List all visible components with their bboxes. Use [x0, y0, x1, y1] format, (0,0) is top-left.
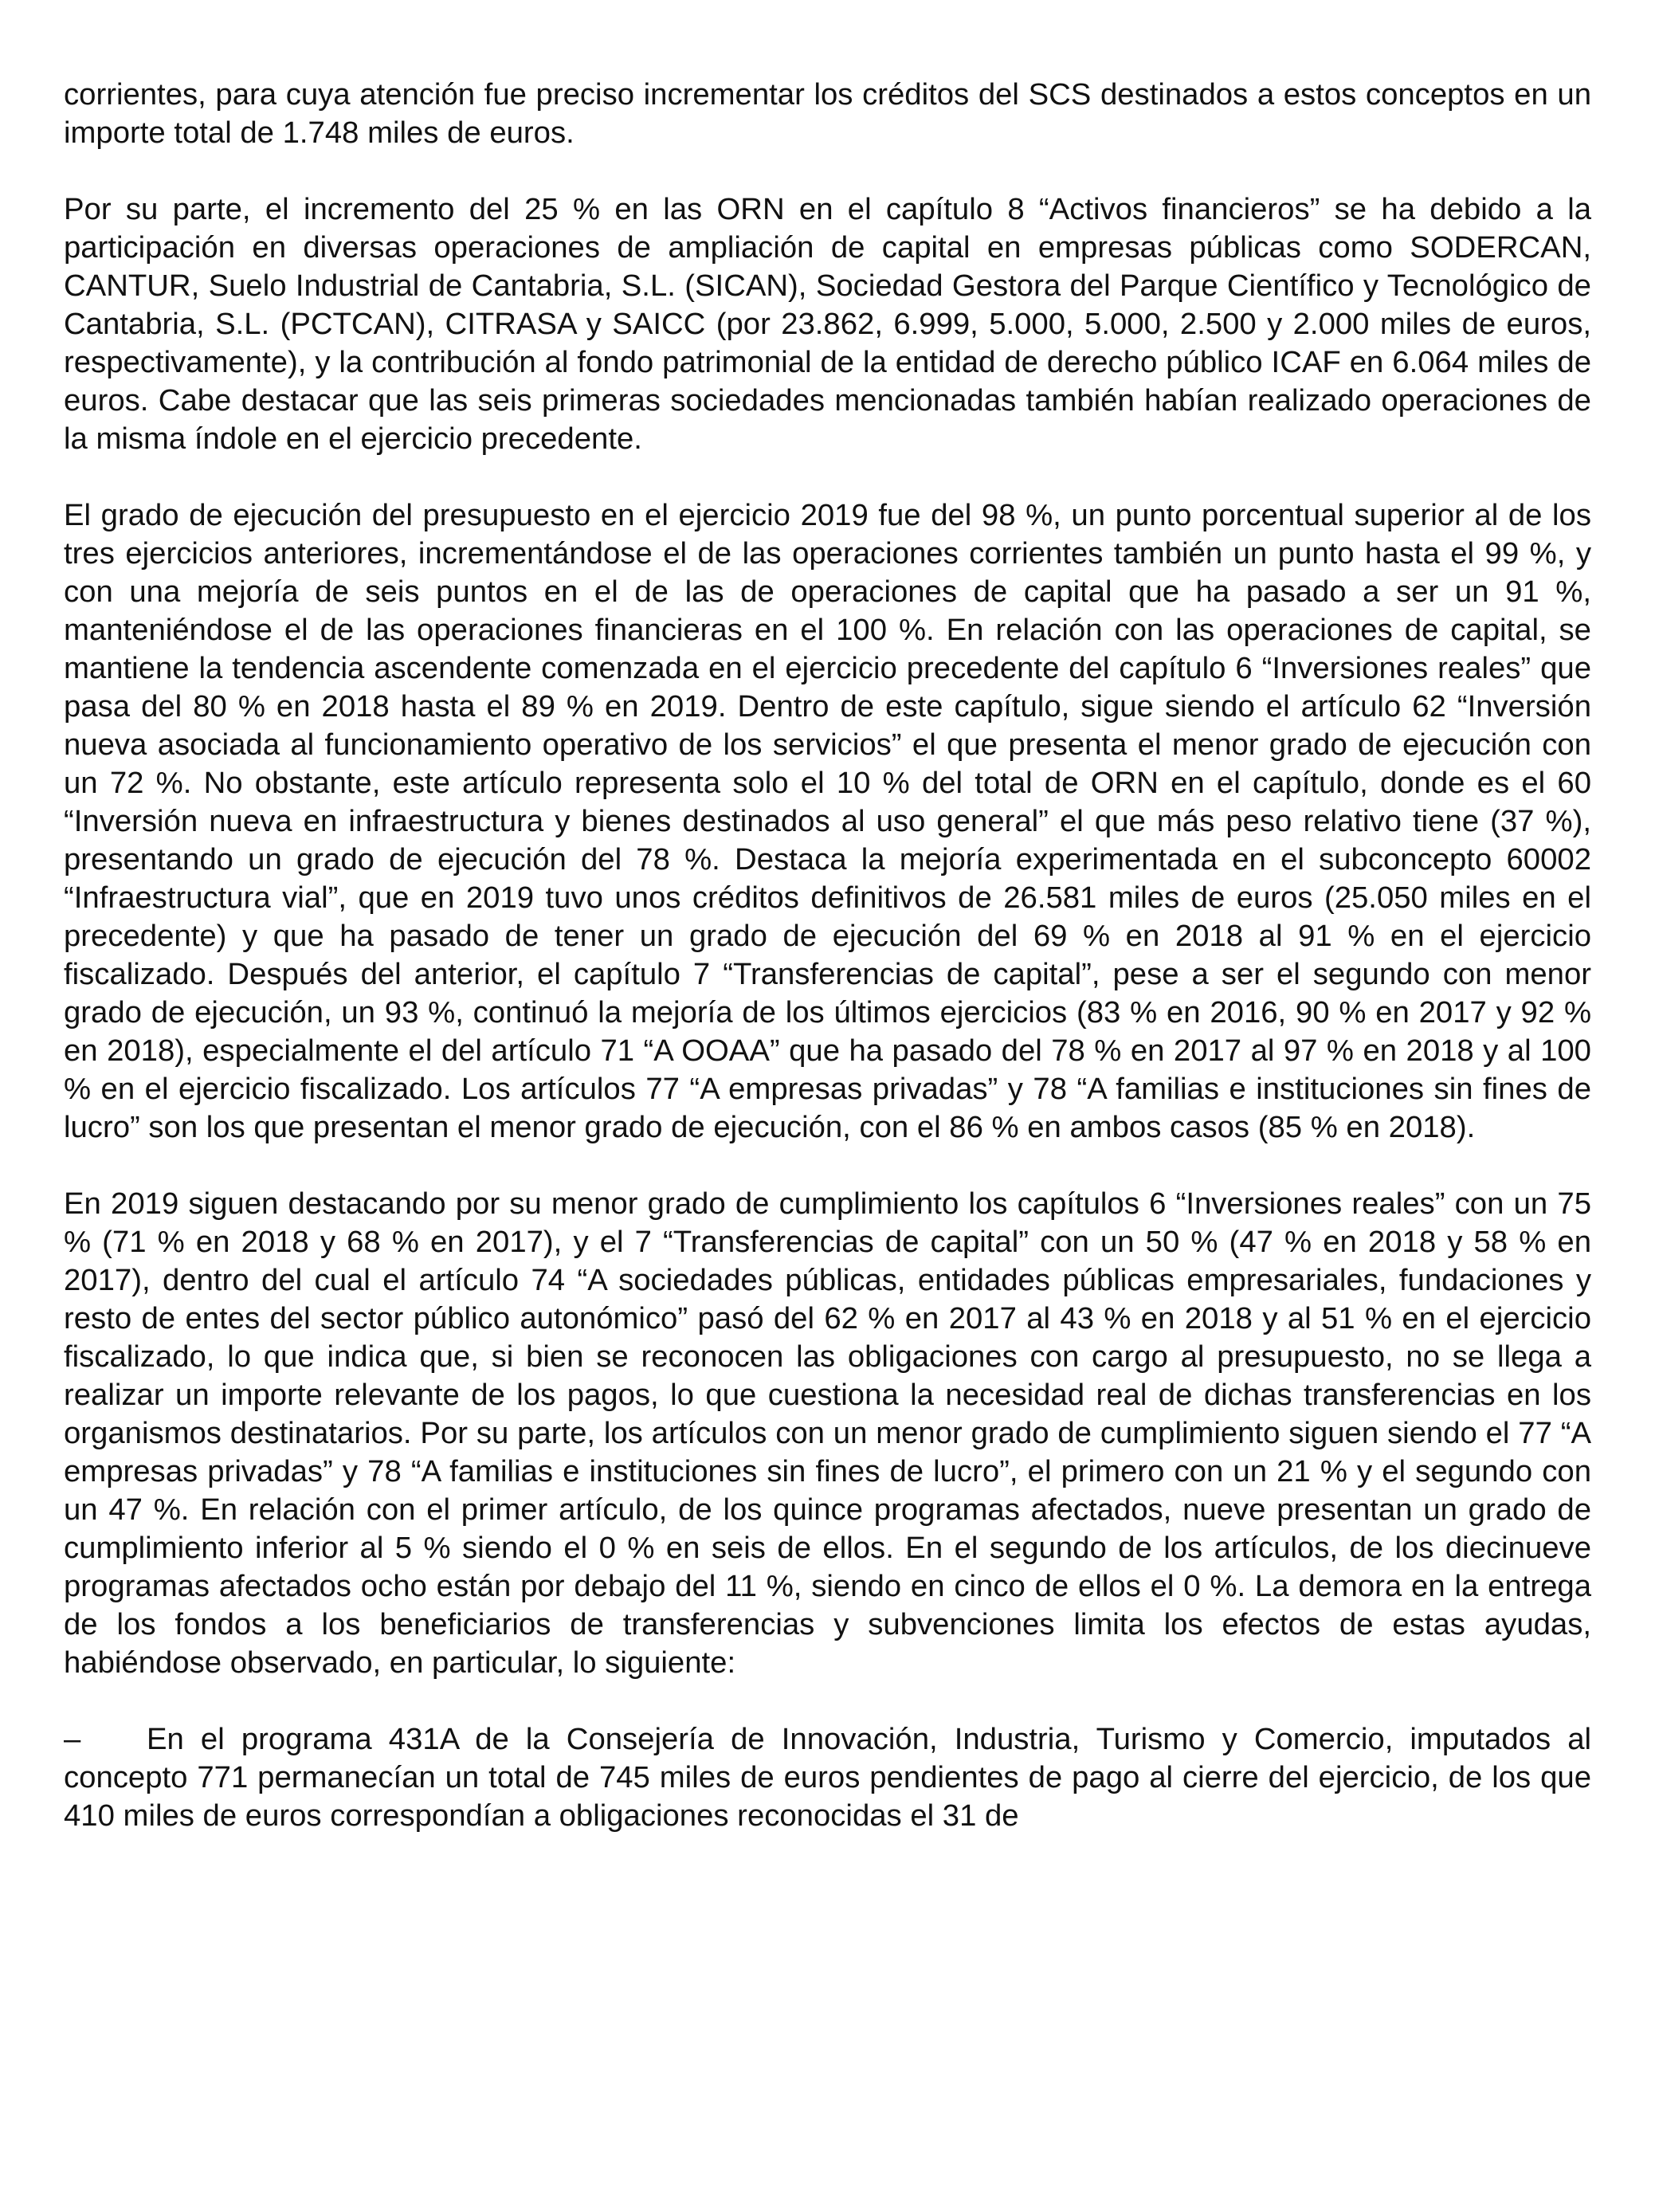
paragraph-1: corrientes, para cuya atención fue preciso incrementar los créditos del SCS destinados a estos conceptos en un importe total de 1.748 miles de euros. — [64, 77, 1591, 150]
bullet-dash: – — [64, 1722, 81, 1756]
document-page — [64, 76, 1591, 1835]
paragraph-4: En 2019 siguen destacando por su menor grado de cumplimiento los capítulos 6 “Inversiones reales” con un 75 % (71 % en 2018 y 68 % en 2017), y el 7 “Transferencias de capital” con un 50 % (47 % en 2018 y 58 % en 2017), dentro del cual el artículo 74 “A sociedades públicas, entidades públicas empresariales, fundaciones y resto de entes del sector público autonómico” pasó del 62 % en 2017 al 43 % en 2018 y al 51 % en el ejercicio fiscalizado, lo que indica que, si bien se reconocen las obligaciones con cargo al presupuesto, no se llega a realizar un importe relevante de los pagos, lo que cuestiona la necesidad real de dichas transferencias en los organismos destinatarios. Por su parte, los artículos con un menor grado de cumplimiento siguen siendo el 77 “A empresas privadas” y 78 “A familias e instituciones sin fines de lucro”, el primero con un 21 % y el segundo con un 47 %. En relación con el primer artículo, de los quince programas afectados, nueve presentan un grado de cumplimiento inferior al 5 % siendo el 0 % en seis de ellos. En el segundo de los artículos, de los diecinueve programas afectados ocho están por debajo del 11 %, siendo en cinco de ellos el 0 %. La demora en la entrega de los fondos a los beneficiarios de transferencias y subvenciones limita los efectos de estas ayudas, habiéndose observado, en particular, lo siguiente: — [64, 1186, 1591, 1680]
bullet-item — [64, 1720, 1591, 1835]
paragraph-2: Por su parte, el incremento del 25 % en las ORN en el capítulo 8 “Activos financieros” se ha debido a la participación en diversas operaciones de ampliación de capital en empresas públicas como SODERCAN, CANTUR, Suelo Industrial de Cantabria, S.L. (SICAN), Sociedad Gestora del Parque Científico y Tecnológico de Cantabria, S.L. (PCTCAN), CITRASA y SAICC (por 23.862, 6.999, 5.000, 5.000, 2.500 y 2.000 miles de euros, respectivamente), y la contribución al fondo patrimonial de la entidad de derecho público ICAF en 6.064 miles de euros. Cabe destacar que las seis primeras sociedades mencionadas también habían realizado operaciones de la misma índole en el ejercicio precedente. — [64, 192, 1591, 456]
paragraph-3: El grado de ejecución del presupuesto en el ejercicio 2019 fue del 98 %, un punto porcentual superior al de los tres ejercicios anteriores, incrementándose el de las operaciones corrientes también un punto hasta el 99 %, y con una mejoría de seis puntos en el de las de operaciones de capital que ha pasado a ser un 91 %, manteniéndose el de las operaciones financieras en el 100 %. En relación con las operaciones de capital, se mantiene la tendencia ascendente comenzada en el ejercicio precedente del capítulo 6 “Inversiones reales” que pasa del 80 % en 2018 hasta el 89 % en 2019. Dentro de este capítulo, sigue siendo el artículo 62 “Inversión nueva asociada al funcionamiento operativo de los servicios” el que presenta el menor grado de ejecución con un 72 %. No obstante, este artículo representa solo el 10 % del total de ORN en el capítulo, donde es el 60 “Inversión nueva en infraestructura y bienes destinados al uso general” el que más peso relativo tiene (37 %), presentando un grado de ejecución del 78 %. Destaca la mejoría experimentada en el subconcepto 60002 “Infraestructura vial”, que en 2019 tuvo unos créditos definitivos de 26.581 miles de euros (25.050 miles en el precedente) y que ha pasado de tener un grado de ejecución del 69 % en 2018 al 91 % en el ejercicio fiscalizado. Después del anterior, el capítulo 7 “Transferencias de capital”, pese a ser el segundo con menor grado de ejecución, un 93 %, continuó la mejoría de los últimos ejercicios (83 % en 2016, 90 % en 2017 y 92 % en 2018), especialmente el del artículo 71 “A OOAA” que ha pasado del 78 % en 2017 al 97 % en 2018 y al 100 % en el ejercicio fiscalizado. Los artículos 77 “A empresas privadas” y 78 “A familias e instituciones sin fines de lucro” son los que presentan el menor grado de ejecución, con el 86 % en ambos casos (85 % en 2018). — [64, 498, 1591, 1144]
bullet-text: En el programa 431A de la Consejería de Innovación, Industria, Turismo y Comercio, imputados al concepto 771 permanecían un total de 745 miles de euros pendientes de pago al cierre del ejercicio, de los que 410 miles de euros correspondían a obligaciones reconocidas el 31 de — [64, 1722, 1591, 1833]
